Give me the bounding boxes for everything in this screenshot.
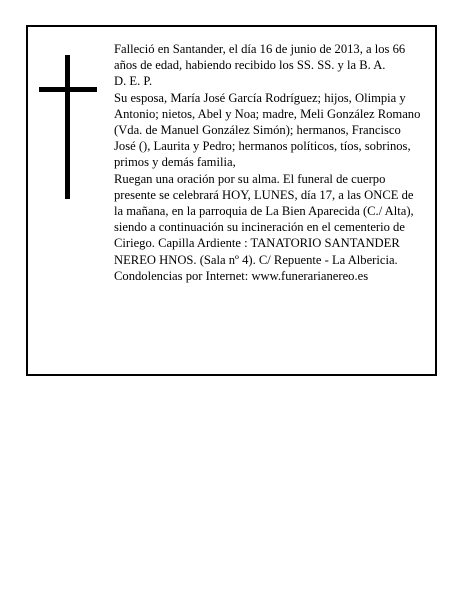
death-announcement: Falleció en Santander, el día 16 de junio de 2013, a los 66 años de edad, habiendo recibido los SS. SS. y la B. A. [114,42,406,73]
cross-horizontal-bar [39,87,97,92]
cross-vertical-bar [65,55,70,199]
obituary-notice [26,25,437,376]
funeral-details: Ruegan una oración por su alma. El funeral de cuerpo presente se celebrará HOY, LUNES, día 17, a las ONCE de la mañana, en la parroquia de La Bien Aparecida (C./ Alta), siendo a continuación su incineración en el cementerio de Ciriego. Capilla Ardiente : TANATORIO SANTANDER NEREO HNOS. (Sala nº 4). C/ Repuente - La Albericia. Condolencias por Internet: www.funerarianereo.es [114,171,414,283]
obituary-text [114,41,424,284]
family-members: Su esposa, María José García Rodríguez; hijos, Olimpia y Antonio; nietos, Abel y Noa; madre, Meli González Romano (Vda. de Manuel González Simón); hermanos, Francisco José (), Laurita y Pedro; hermanos políticos, tíos, sobrinos, primos y demás familia, [114,90,421,170]
rest-in-peace: D. E. P. [114,74,153,89]
cross-icon [39,55,97,199]
